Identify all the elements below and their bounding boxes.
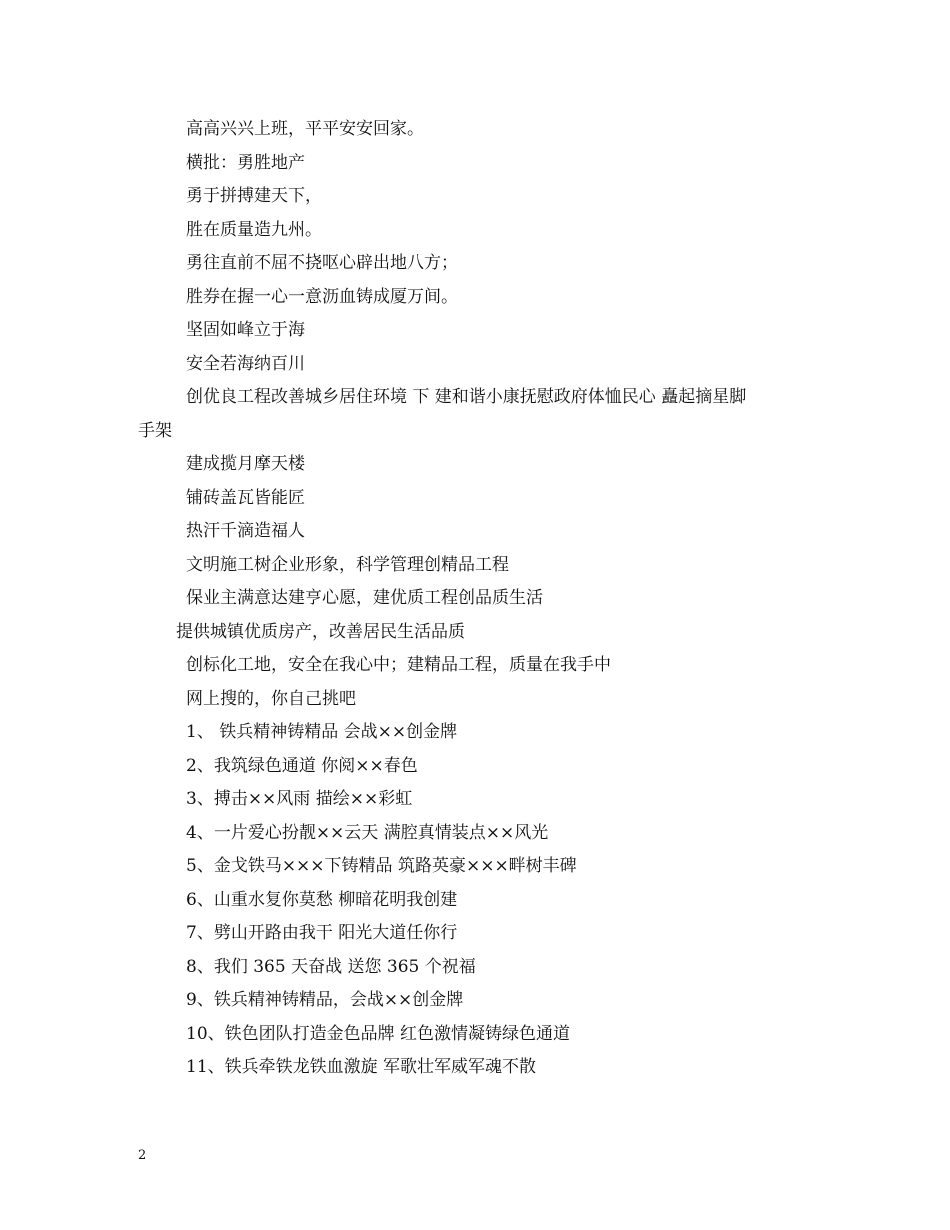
text-line: 胜在质量造九州。 xyxy=(186,219,322,240)
text-line: 创优良工程改善城乡居住环境 下 建和谐小康抚慰政府体恤民心 矗起摘星脚 xyxy=(186,387,747,407)
text-line: 勇于拼搏建天下， xyxy=(186,186,322,206)
text-line-wrapped: 手架 xyxy=(138,420,172,441)
list-item: 7、劈山开路由我干 阳光大道任你行 xyxy=(186,923,458,943)
list-item: 6、山重水复你莫愁 柳暗花明我创建 xyxy=(186,889,458,910)
list-item: 11、铁兵牵铁龙铁血激旋 军歌壮军威军魂不散 xyxy=(186,1057,537,1077)
list-item: 8、我们 365 天奋战 送您 365 个祝福 xyxy=(186,956,476,977)
list-item: 5、金戈铁马×××下铸精品 筑路英豪×××畔树丰碑 xyxy=(186,856,577,876)
text-line: 创标化工地，安全在我心中；建精品工程，质量在我手中 xyxy=(186,655,611,675)
document-body xyxy=(138,113,828,1085)
list-item: 2、我筑绿色通道 你阅××春色 xyxy=(186,755,418,776)
text-line: 高高兴兴上班，平平安安回家。 xyxy=(186,119,424,139)
text-line: 横批：勇胜地产 xyxy=(186,152,305,173)
text-line: 勇往直前不屈不挠呕心辟出地八方； xyxy=(186,253,458,273)
list-item: 9、铁兵精神铸精品，会战××创金牌 xyxy=(186,990,464,1010)
text-line: 网上搜的，你自己挑吧 xyxy=(186,688,356,709)
list-item: 4、一片爱心扮靓××云天 满腔真情装点××风光 xyxy=(186,822,549,843)
text-line: 文明施工树企业形象，科学管理创精品工程 xyxy=(186,554,509,575)
text-line: 铺砖盖瓦皆能匠 xyxy=(186,487,305,508)
text-line: 安全若海纳百川 xyxy=(186,353,305,374)
text-line: 保业主满意达建亨心愿，建优质工程创品质生活 xyxy=(186,588,543,608)
text-line: 胜券在握一心一意沥血铸成厦万间。 xyxy=(186,286,458,307)
text-line: 热汗千滴造福人 xyxy=(186,521,305,541)
list-item: 1、 铁兵精神铸精品 会战××创金牌 xyxy=(186,722,458,742)
list-item: 3、搏击××风雨 描绘××彩虹 xyxy=(186,789,413,809)
text-line: 提供城镇优质房产，改善居民生活品质 xyxy=(176,621,465,642)
text-line: 坚固如峰立于海 xyxy=(186,320,305,340)
list-item: 10、铁色团队打造金色品牌 红色激情凝铸绿色通道 xyxy=(186,1023,571,1044)
page-number: 2 xyxy=(138,1148,147,1163)
text-line: 建成揽月摩天楼 xyxy=(186,454,305,474)
